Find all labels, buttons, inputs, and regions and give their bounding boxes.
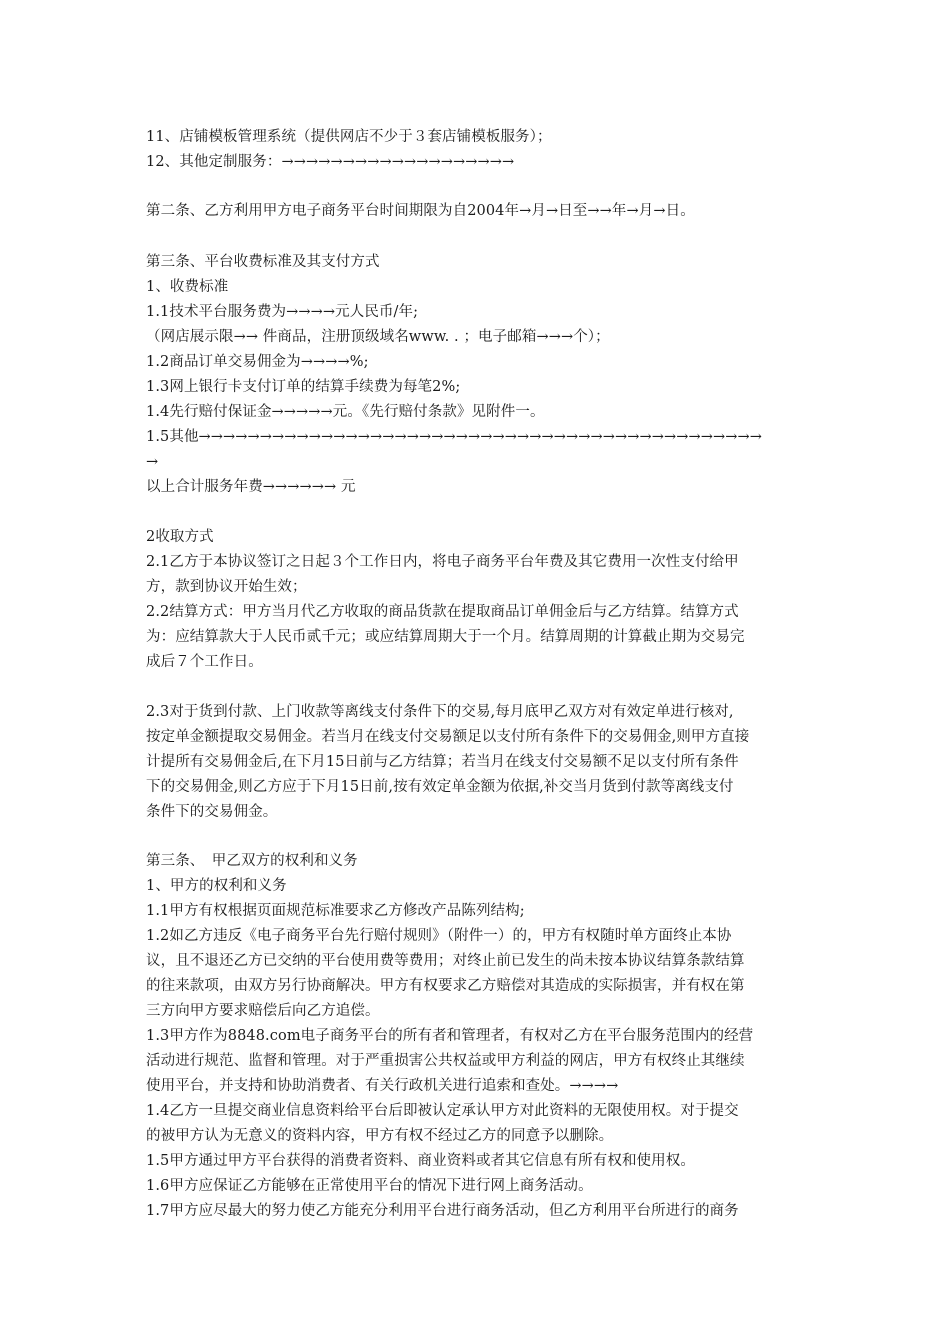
text-line: 1.4先行赔付保证金→→→→→元。《先行赔付条款》见附件一。: [146, 404, 545, 420]
text-line: 1、甲方的权利和义务: [146, 878, 287, 894]
text-line: 1、收费标准: [146, 279, 229, 295]
text-line: →: [146, 454, 159, 470]
text-line: 按定单金额提取交易佣金。若当月在线支付交易额足以支付所有条件下的交易佣金,则甲方直接: [146, 729, 750, 745]
text-line: （网店展示限→→ 件商品，注册顶级域名www. . ；电子邮箱→→→个）；: [146, 329, 610, 345]
text-line: 条件下的交易佣金。: [146, 804, 278, 820]
text-line: 计提所有交易佣金后,在下月15日前与乙方结算；若当月在线支付交易额不足以支付所有条件: [146, 754, 739, 770]
section-heading: 第三条、 甲乙双方的权利和义务: [146, 853, 358, 869]
text-line: 的往来款项，由双方另行协商解决。甲方有权要求乙方赔偿对其造成的实际损害，并有权在第: [146, 978, 745, 994]
text-line: 第二条、乙方利用甲方电子商务平台时间期限为自2004年→月→日至→→年→月→日。: [146, 203, 695, 219]
text-line: 2.1乙方于本协议签订之日起３个工作日内，将电子商务平台年费及其它费用一次性支付给甲: [146, 554, 739, 570]
text-line: 1.1甲方有权根据页面规范标准要求乙方修改产品陈列结构;: [146, 903, 525, 919]
text-line: 使用平台，并支持和协助消费者、有关行政机关进行追索和查处。→→→→: [146, 1078, 619, 1094]
section-heading: 2收取方式: [146, 529, 214, 545]
section-heading: 第三条、平台收费标准及其支付方式: [146, 254, 380, 270]
text-line: 12、其他定制服务：→→→→→→→→→→→→→→→→→→→: [146, 154, 515, 170]
text-line: 三方向甲方要求赔偿后向乙方追偿。: [146, 1003, 380, 1019]
text-line: 1.7甲方应尽最大的努力使乙方能充分利用平台进行商务活动，但乙方利用平台所进行的商务: [146, 1203, 739, 1219]
text-line: 成后７个工作日。: [146, 654, 263, 670]
text-line: 方，款到协议开始生效；: [146, 579, 307, 595]
text-line: 1.6甲方应保证乙方能够在正常使用平台的情况下进行网上商务活动。: [146, 1178, 593, 1194]
text-line: 11、店铺模板管理系统（提供网店不少于３套店铺模板服务）；: [146, 129, 552, 145]
text-line: 2.2结算方式：甲方当月代乙方收取的商品货款在提取商品订单佣金后与乙方结算。结算方式: [146, 604, 739, 620]
text-line: 1.3甲方作为8848.com电子商务平台的所有者和管理者，有权对乙方在平台服务范围内的经营: [146, 1028, 754, 1044]
text-line: 1.5其他→→→→→→→→→→→→→→→→→→→→→→→→→→→→→→→→→→→→→→→→→→→→→→: [146, 429, 763, 445]
text-line: 的被甲方认为无意义的资料内容，甲方有权不经过乙方的同意予以删除。: [146, 1128, 614, 1144]
text-line: 1.4乙方一旦提交商业信息资料给平台后即被认定承认甲方对此资料的无限使用权。对于提交: [146, 1103, 739, 1119]
text-line: 为：应结算款大于人民币贰千元；或应结算周期大于一个月。结算周期的计算截止期为交易完: [146, 629, 745, 645]
text-line: 1.5甲方通过甲方平台获得的消费者资料、商业资料或者其它信息有所有权和使用权。: [146, 1153, 695, 1169]
text-line: 2.3对于货到付款、上门收款等离线支付条件下的交易,每月底甲乙双方对有效定单进行核对,: [146, 704, 734, 720]
text-line: 议，且不退还乙方已交纳的平台使用费等费用；对终止前已发生的尚未按本协议结算条款结算: [146, 953, 745, 969]
text-line: 1.2如乙方违反《电子商务平台先行赔付规则》（附件一）的，甲方有权随时单方面终止本协: [146, 928, 732, 944]
text-line: 1.1技术平台服务费为→→→→元人民币/年;: [146, 304, 419, 320]
text-line: 以上合计服务年费→→→→→→ 元: [146, 479, 356, 495]
text-line: 下的交易佣金,则乙方应于下月15日前,按有效定单金额为依据,补交当月货到付款等离线支付: [146, 779, 734, 795]
text-line: 1.2商品订单交易佣金为→→→→%;: [146, 354, 369, 370]
text-line: 活动进行规范、监督和管理。对于严重损害公共权益或甲方利益的网店，甲方有权终止其继续: [146, 1053, 745, 1069]
text-line: 1.3网上银行卡支付订单的结算手续费为每笔2%;: [146, 379, 461, 395]
